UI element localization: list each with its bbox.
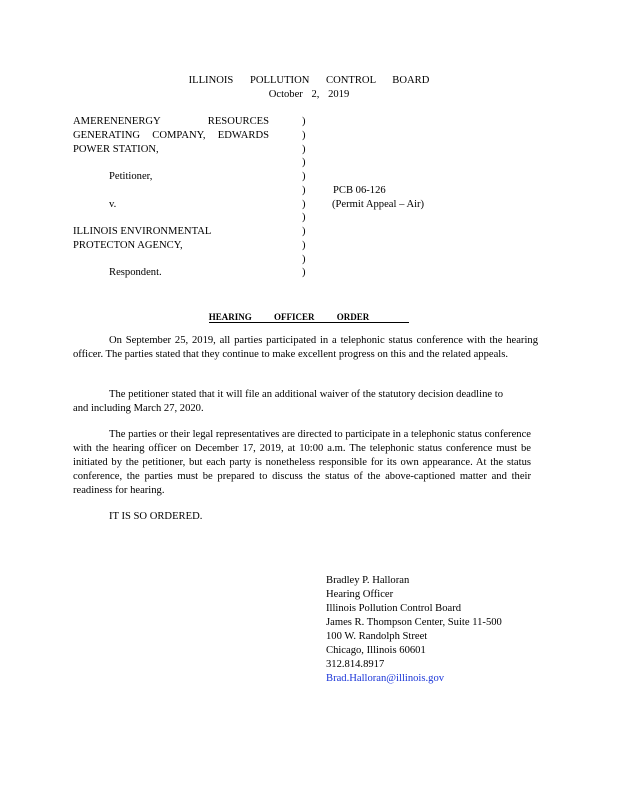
order-date: October 2, 2019 bbox=[268, 89, 350, 100]
order-paragraph-3: The parties or their legal representatives are directed to participate in a telephonic status conference with the hearing officer on December 17, 2019, at 10:00 a.m. The telephonic status conference must be initiated by the petitioner, but each party is nonetheless responsible for its own appearance. At the status conference, the parties must be prepared to discuss the status of the above-captioned matter and their readiness for hearing. bbox=[73, 429, 531, 496]
signer-title: Hearing Officer bbox=[326, 589, 394, 600]
signer-organization: Illinois Pollution Control Board bbox=[326, 603, 462, 614]
case-type: (Permit Appeal – Air) bbox=[332, 198, 425, 210]
order-title bbox=[0, 310, 618, 324]
order-paragraph-1: On September 25, 2019, all parties participated in a telephonic status conference with the hearing officer. The parties stated that they continue to make excellent progress on this and the related appeals. bbox=[73, 335, 538, 360]
signer-address-line-2: 100 W. Randolph Street bbox=[326, 631, 428, 642]
case-caption bbox=[73, 115, 433, 285]
order-paragraph-2: The petitioner stated that it will file an additional waiver of the statutory decision deadline to and including March 27, 2020. bbox=[73, 389, 503, 414]
versus-label: v. bbox=[109, 198, 117, 210]
petitioner-name-line-3: POWER STATION, bbox=[73, 143, 159, 155]
signer-email-link[interactable]: Brad.Halloran@illinois.gov bbox=[326, 673, 445, 684]
signer-address-line-1: James R. Thompson Center, Suite 11-500 bbox=[326, 617, 502, 628]
order-title-text: HEARING OFFICER ORDER bbox=[209, 312, 410, 323]
respondent-role: Respondent. bbox=[109, 267, 162, 279]
case-number: PCB 06-126 bbox=[333, 184, 386, 196]
respondent-name-line-1: ILLINOIS ENVIRONMENTAL bbox=[73, 226, 212, 237]
petitioner-name-line-1: AMERENENERGY RESOURCES bbox=[73, 116, 269, 127]
petitioner-name-line-2: GENERATING COMPANY, EDWARDS bbox=[73, 129, 269, 141]
caption-parenthesis-column: ) ) ) ) ) ) ) ) ) ) ) ) bbox=[302, 116, 306, 279]
signature-block bbox=[326, 574, 502, 686]
signer-city: Chicago, Illinois 60601 bbox=[326, 645, 426, 656]
petitioner-role: Petitioner, bbox=[109, 171, 153, 182]
order-closing: IT IS SO ORDERED. bbox=[109, 511, 203, 522]
agency-heading: ILLINOIS POLLUTION CONTROL BOARD bbox=[188, 75, 430, 86]
signer-phone: 312.814.8917 bbox=[326, 659, 385, 670]
respondent-name-line-2: PROTECTON AGENCY, bbox=[73, 239, 183, 251]
signer-name: Bradley P. Halloran bbox=[326, 575, 410, 586]
